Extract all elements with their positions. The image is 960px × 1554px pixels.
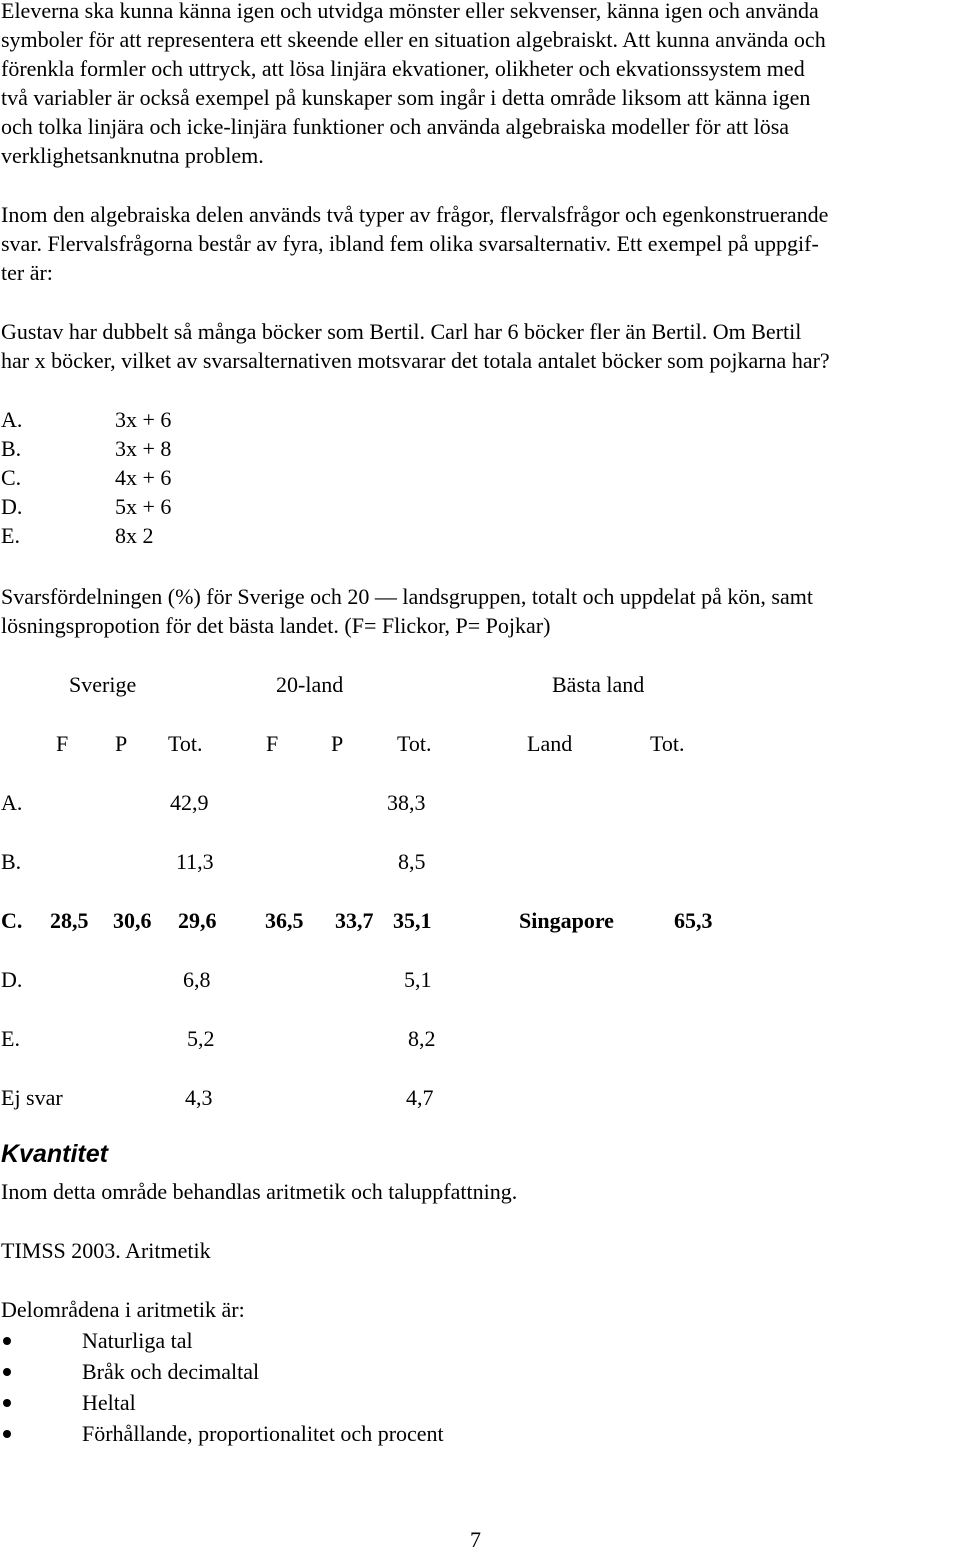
table-cell: 28,5: [50, 908, 89, 933]
option-text: 8x 2: [115, 523, 154, 548]
question-line: Gustav har dubbelt så många böcker som Bertil. Carl har 6 böcker fler än Bertil. Om Bertil: [1, 319, 802, 344]
table-cell: 8,2: [408, 1026, 436, 1051]
table-cell: 11,3: [176, 849, 214, 874]
section-intro: Inom detta område behandlas aritmetik och taluppfattning.: [1, 1179, 518, 1204]
row-label: A.: [1, 790, 23, 815]
header-basta-land: Bästa land: [552, 672, 645, 697]
table-cell: 65,3: [674, 908, 713, 933]
subareas-intro: Delområdena i aritmetik är:: [1, 1297, 245, 1322]
option-letter: E.: [1, 523, 20, 548]
list-item-label: Naturliga tal: [82, 1328, 193, 1353]
option-letter: B.: [1, 436, 22, 461]
row-label: B.: [1, 849, 22, 874]
subheader-f: F: [266, 731, 279, 756]
bullet-icon: [3, 1368, 11, 1376]
table-cell: 36,5: [265, 908, 304, 933]
paragraph-line: verklighetsanknutna problem.: [1, 143, 264, 168]
table-cell: 30,6: [113, 908, 152, 933]
subheader-f: F: [56, 731, 69, 756]
table-cell: 29,6: [178, 908, 217, 933]
table-cell: 8,5: [398, 849, 426, 874]
row-label: E.: [1, 1026, 20, 1051]
timss-caption: TIMSS 2003. Aritmetik: [1, 1238, 211, 1263]
question-line: har x böcker, vilket av svarsalternativen motsvarar det totala antalet böcker som pojkarna har?: [1, 348, 830, 373]
paragraph-line: Inom den algebraiska delen används två typer av frågor, flervalsfrågor och egenkonstruerande: [1, 202, 829, 227]
paragraph-line: ter är:: [1, 260, 53, 285]
page-number: 7: [470, 1527, 481, 1552]
section-heading: Kvantitet: [1, 1140, 108, 1168]
paragraph-line: förenkla formler och uttryck, att lösa linjära ekvationer, olikheter och ekvationssystem med: [1, 56, 805, 81]
list-item-label: Heltal: [82, 1390, 136, 1415]
list-item-label: Förhållande, proportionalitet och procent: [82, 1421, 444, 1446]
list-item-label: Bråk och decimaltal: [82, 1359, 260, 1384]
option-text: 4x + 6: [115, 465, 172, 490]
subheader-land: Land: [527, 731, 573, 756]
subheader-tot: Tot.: [397, 731, 432, 756]
paragraph-line: symboler för att representera ett skeende eller en situation algebraiskt. Att kunna använda och: [1, 27, 826, 52]
header-sverige: Sverige: [69, 672, 137, 697]
table-cell: 5,1: [404, 967, 432, 992]
option-text: 3x + 6: [115, 407, 172, 432]
paragraph-line: Eleverna ska kunna känna igen och utvidga mönster eller sekvenser, känna igen och använda: [1, 0, 819, 23]
subheader-p: P: [115, 731, 128, 756]
paragraph-line: två variabler är också exempel på kunskaper som ingår i detta område liksom att känna igen: [1, 85, 811, 110]
row-label: D.: [1, 967, 23, 992]
table-cell: 4,3: [185, 1085, 213, 1110]
table-cell: 38,3: [387, 790, 426, 815]
table-cell: 5,2: [187, 1026, 215, 1051]
table-cell: Singapore: [519, 908, 614, 933]
table-cell: 35,1: [393, 908, 432, 933]
option-text: 5x + 6: [115, 494, 172, 519]
table-cell: 6,8: [183, 967, 211, 992]
row-label: Ej svar: [1, 1085, 63, 1110]
subheader-tot: Tot.: [168, 731, 203, 756]
subheader-tot: Tot.: [650, 731, 685, 756]
subheader-p: P: [331, 731, 344, 756]
option-text: 3x + 8: [115, 436, 172, 461]
bullet-icon: [3, 1337, 11, 1345]
option-letter: D.: [1, 494, 23, 519]
option-letter: C.: [1, 465, 22, 490]
header-20-land: 20-land: [276, 672, 344, 697]
table-cell: 4,7: [406, 1085, 434, 1110]
table-cell: 33,7: [335, 908, 374, 933]
paragraph-line: lösningspropotion för det bästa landet. (F= Flickor, P= Pojkar): [1, 613, 551, 638]
paragraph-line: Svarsfördelningen (%) för Sverige och 20 — landsgruppen, totalt och uppdelat på kön, samt: [1, 584, 813, 609]
bullet-icon: [3, 1399, 11, 1407]
bullet-icon: [3, 1430, 11, 1438]
paragraph-line: svar. Flervalsfrågorna består av fyra, ibland fem olika svarsalternativ. Ett exempel på uppgif-: [1, 231, 819, 256]
option-letter: A.: [1, 407, 23, 432]
paragraph-line: och tolka linjära och icke-linjära funktioner och använda algebraiska modeller för att lösa: [1, 114, 790, 139]
row-label: C.: [1, 908, 23, 933]
table-cell: 42,9: [170, 790, 209, 815]
